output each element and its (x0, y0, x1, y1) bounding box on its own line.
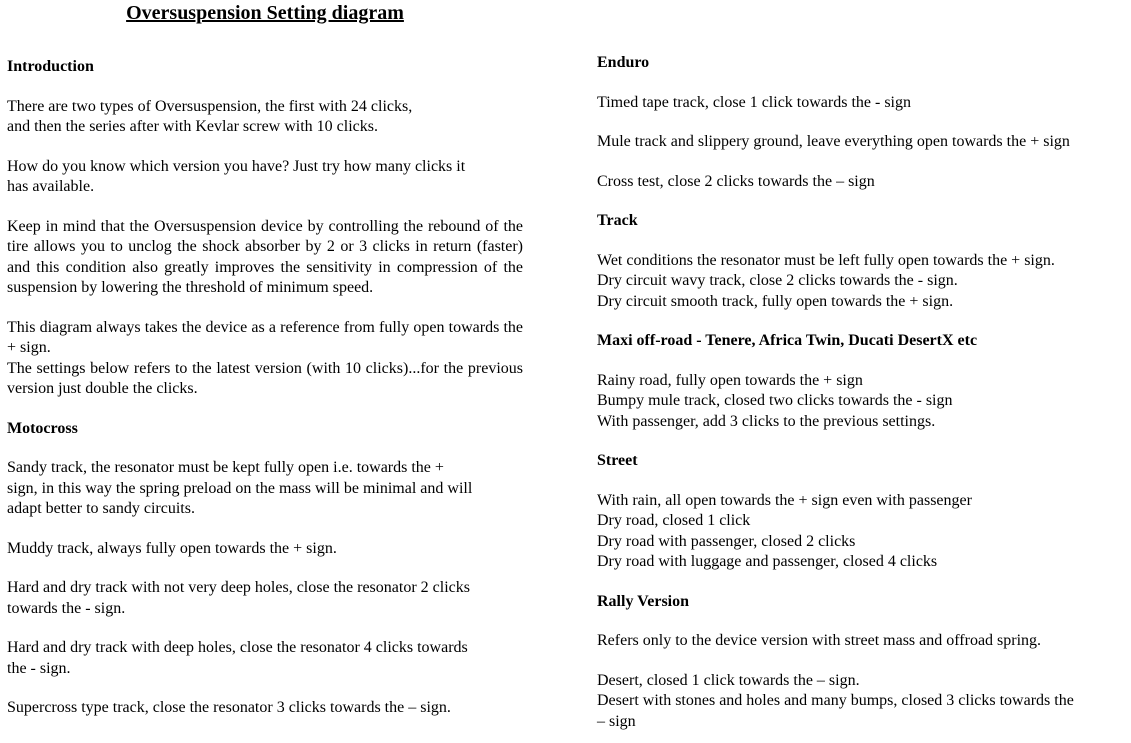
section-heading-track: Track (597, 212, 638, 229)
paragraph: How do you know which version you have? Just try how many clicks it has available. (7, 157, 466, 195)
paragraph: Timed tape track, close 1 click towards the - sign (597, 93, 911, 111)
right-column (597, 53, 1131, 743)
paragraph: Desert, closed 1 click towards the – sign. Desert with stones and holes and many bumps, closed 3 clicks towards the – sign (597, 671, 1074, 730)
paragraph: Wet conditions the resonator must be left fully open towards the + sign. Dry circuit wavy track, close 2 clicks towards the - sign. Dry circuit smooth track, fully open towards the + sign. (597, 251, 1055, 310)
section-heading-introduction: Introduction (7, 58, 94, 75)
paragraph: The settings below refers to the latest version (with 10 clicks)...for the previous version just double the clicks. (7, 359, 523, 397)
left-column (7, 57, 523, 738)
paragraph: Muddy track, always fully open towards the + sign. (7, 539, 337, 557)
section-heading-rally-version: Rally Version (597, 592, 690, 610)
paragraph: Hard and dry track with not very deep holes, close the resonator 2 clicks towards the - sign. (7, 579, 470, 617)
paragraph: Mule track and slippery ground, leave everything open towards the + sign (597, 133, 1070, 150)
paragraph: Rainy road, fully open towards the + sign Bumpy mule track, closed two clicks towards the - sign With passenger, add 3 clicks to the previous settings. (597, 371, 953, 430)
paragraph: Refers only to the device version with street mass and offroad spring. (597, 632, 1042, 649)
section-heading-motocross: Motocross (7, 419, 78, 437)
paragraph: Sandy track, the resonator must be kept fully open i.e. towards the + sign, in this way the spring preload on the mass will be minimal and will adapt better to sandy circuits. (7, 459, 473, 517)
paragraph: This diagram always takes the device as a reference from fully open towards the + sign. (7, 318, 523, 356)
paragraph: With rain, all open towards the + sign even with passenger Dry road, closed 1 click Dry road with passenger, closed 2 clicks Dry road with luggage and passenger, closed 4 clicks (597, 491, 972, 570)
paragraph: Hard and dry track with deep holes, close the resonator 4 clicks towards the - sign. (7, 639, 468, 677)
paragraph: Supercross type track, close the resonator 3 clicks towards the – sign. (7, 699, 451, 716)
section-heading-maxi-off-road-tenere-africa-twin-ducati-desertx-etc: Maxi off-road - Tenere, Africa Twin, Ducati DesertX etc (597, 332, 978, 349)
section-heading-enduro: Enduro (597, 54, 650, 71)
paragraph: There are two types of Oversuspension, the first with 24 clicks, and then the series after with Kevlar screw with 10 clicks. (7, 97, 413, 135)
page-title: Oversuspension Setting diagram (126, 2, 404, 24)
section-heading-street: Street (597, 452, 638, 469)
paragraph: Cross test, close 2 clicks towards the – sign (597, 172, 875, 190)
paragraph: Keep in mind that the Oversuspension device by controlling the rebound of the tire allows you to unclog the shock absorber by 2 or 3 clicks in return (faster) and this condition also greatly improves the sensitivity in compression of the suspension by lowering the threshold of minimum speed. (7, 217, 523, 296)
